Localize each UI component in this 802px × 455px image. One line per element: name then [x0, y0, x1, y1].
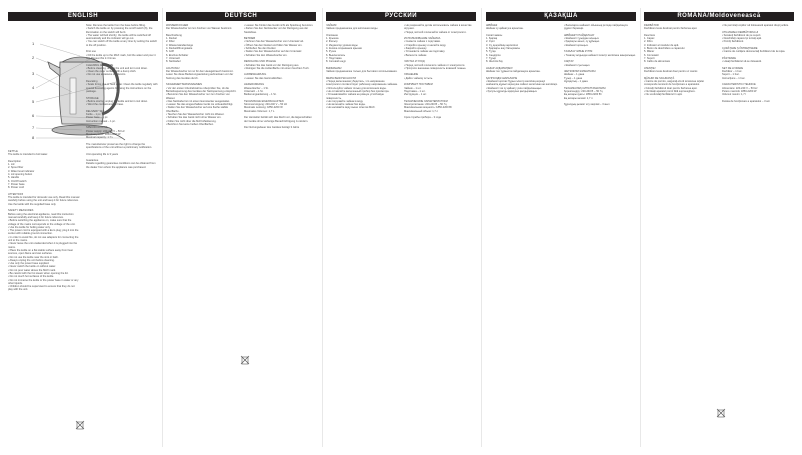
english-text-2: Note: Remove the kettle from the base before filling. • Switch the kettle on by pressing the on/off switch (6), the illumination on the switch will be lit. • The water will boil shortly; the kettle will be switched off automatically and the indicator will go out. • You can switch off the kettle at any time by setting the switch to the off position. First use • Fill the kettle up to the MAX mark, boil the water and pour it out. Repeat this 2-3 times. CLEANING AND CARE • Before cleaning, unplug the unit and let it cool down. • Clean the outer surface with a damp cloth. • Do not use abrasives or solvents. Descaling • Scale forms due to hard water. Clean the kettle regularly with special descaling agents following the instructions on the package. STORAGE • Before storing, unplug the kettle and let it cool down. • Wind the cord around the base. DELIVERY SET Kettle – 1 pc. Power base – 1 pc. Instruction manual – 1 pc. SPECIFICATIONS Power supply: 220-240 V ~ 50 Hz Maximal power: 1850-2200 W Maximal capacity: 1.7 L The manufacturer preserves the right to change the specifications of the unit without a preliminary notification. Unit operating life is 3 years Guarantee Details regarding guarantee conditions can be obtained from the dealer from whom the appliance was purchased.	[86, 24, 158, 169]
deutsch-column-1	[166, 24, 238, 442]
kazakh-column-2	[564, 24, 636, 442]
disposal-bin-icon	[716, 408, 726, 418]
fold-line	[162, 8, 163, 447]
romanian-text-2: • Nu permiteţi copiilor să folosească aparatul drept jucărie. UTILIZAREA FIERBĂTORULUI • Scoateţi fierbătorul de pe suport. • Deschideţi capacul şi turnaţi apă. • Porniţi fierbătorul. CURĂŢARE ŞI ÎNTREŢINERE • Înainte de curăţare deconectaţi fierbătorul de la reţea. PĂSTRARE • Lăsaţi fierbătorul să se răcească. SET DE LIVRARE Fierbător – 1 buc. Suport – 1 buc. Instrucţiune – 1 buc. CARACTERISTICI TEHNICE Alimentare: 220-240 V ~ 50 Hz Putere maximă: 1850-2200 W Volumul maxim: 1,7 l Durata de funcţionare a aparatului – 3 ani	[722, 24, 789, 103]
diagram-label: 2	[32, 55, 35, 60]
fold-line	[481, 8, 482, 447]
english-column-2	[86, 24, 158, 442]
diagram-label: 3	[32, 71, 35, 76]
disposal-bin-icon	[240, 355, 250, 365]
deutsch-column-2	[244, 24, 316, 442]
diagram-label: 7	[32, 125, 35, 130]
section-header-romanian: ROMÂNĂ/Moldovenească	[644, 12, 794, 21]
diagram-label: 6	[32, 113, 35, 118]
russian-text-1: ЧАЙНИК Чайник предназначен для кипячения воды. Описание 1. Крышка 2. Фильтр 3. Индикатор уровня воды 4. Кнопка открывания крышки 5. Ручка 6. Выключатель 7. Подставка 8. Сетевой шнур ВНИМАНИЕ! Чайник предназначен только для бытового использования. МЕРЫ БЕЗОПАСНОСТИ • Перед включением убедитесь, что напряжение электросети соответствует рабочему напряжению чайника. • Используйте чайник только для кипячения воды. • Не оставляйте включенный прибор без присмотра. • Устанавливайте чайник на ровную устойчивую поверхность. • Не погружайте чайник в воду. • Не включайте чайник без воды. • Не наливайте воду выше отметки MAX.	[326, 24, 398, 110]
section-header-deutsch: DEUTSCH	[166, 12, 316, 21]
russian-column-2	[404, 24, 476, 442]
romanian-column-2	[722, 24, 794, 442]
kazakh-column-1	[486, 24, 558, 442]
deutsch-text-1: WASSERKOCHER Der Wasserkocher ist zum Kochen von Wasser bestimmt. Beschreibung 1. Deckel 2. Filter 3. Wasserstandanzeige 4. Deckelöffnungstaste 5. Griff 6. Ein/Aus-Schalter 7. Untersatz 8. Netzkabel ACHTUNG! Der Wasserkocher ist nur für den Hausgebrauch bestimmt. Lesen Sie diese Bedienungsanleitung aufmerksam vor der Nutzung des Gerätes durch. SICHERHEITSMASSNAHMEN • Vor der ersten Inbetriebnahme überprüfen Sie, ob die Betriebsspannung des Gerätes der Netzspannung entspricht. • Benutzen Sie den Wasserkocher nur zum Kochen von Wasser. • Das Netzkabel ist mit einem Eurostecker ausgestattet. • Lassen Sie das eingeschaltete Gerät nie unbeaufsichtigt. • Stellen Sie den Wasserkocher auf eine flache stabile Oberfläche. • Tauchen Sie den Wasserkocher nicht ins Wasser. • Schalten Sie das Gerät nicht ohne Wasser ein. • Füllen Sie nicht über die MAX-Markierung. • Berühren Sie keine heißen Oberflächen.	[166, 24, 237, 126]
kazakh-text-2: • Балаларға шәйнекті ойыншық ретінде пайдалануға рұқсат бермеңіз. ШӘЙНЕКТІ ПАЙДАЛАНУ • Шәйнекті тұғырдан алыңыз. • Қақпақты ашып, су құйыңыз. • Шәйнекті қосыңыз. ТАЗАЛАУ ЖӘНЕ КҮТІМ • Тазалау алдында шәйнекті электр желісінен ажыратыңыз. САҚТАУ • Шәйнекті суытыңыз. ЖЕТКІЗІЛІМ ЖИЫНТЫҒЫ Шәйнек – 1 дана Тұғыр – 1 дана Нұсқаулық – 1 дана ТЕХНИКАЛЫҚ СИПАТТАМАЛАРЫ Қоректендіру: 220-240 В ~ 50 Гц Ең жоғары қуаты: 1850-2200 Вт Ең жоғары көлемі: 1,7 л Құралдың қызмет ету мерзімі – 3 жыл	[564, 24, 636, 107]
russian-column-1	[326, 24, 398, 442]
diagram-label: 5	[32, 99, 35, 104]
deutsch-text-2: • Lassen Sie Kinder das Gerät nicht als Spielzeug benutzen. • Ziehen Sie den Netzstecker vor der Reinigung aus der Steckdose. BETRIEB • Nehmen Sie den Wasserkocher vom Untersatz ab. • Öffnen Sie den Deckel und füllen Sie Wasser ein. • Schließen Sie den Deckel. • Stellen Sie den Wasserkocher auf den Untersatz. • Schalten Sie den Wasserkocher ein. REINIGUNG UND PFLEGE • Schalten Sie das Gerät vor der Reinigung aus. • Reinigen Sie die Außenfläche mit einem feuchten Tuch. AUFBEWAHRUNG • Lassen Sie das Gerät abkühlen. LIEFERUMFANG Wasserkocher – 1 St. Untersatz – 1 St. Bedienungsanleitung – 1 St. TECHNISCHE EIGENSCHAFTEN Stromversorgung: 220-240 V ~ 50 Hz Maximale Leistung: 1850-2200 W Maximales Volumen: 1,7 L Der Hersteller behält sich das Recht vor, die Eigenschaften der Geräte ohne vorherige Benachrichtigung zu ändern. Die Nutzungsdauer des Gerätes beträgt 3 Jahre	[244, 24, 314, 130]
kazakh-text-1: ШӘЙНЕК Шәйнек су қайнатуға арналған. Сипаттамасы 1. Қақпақ 2. Сүзгі 3. Су деңгейінің көрсеткіші 4. Қақпақты ашу батырмасы 5. Тұтқа 6. Сөндіргіш 7. Тұғыр 8. Желілік бау НАЗАР АУДАРЫҢЫЗ! Шәйнек тек тұрмыста пайдалануға арналған. ҚАУІПСІЗДІК ШАРАЛАРЫ • Шәйнекті қоспас бұрын электр желісінің кернеуі шәйнектің жұмыс кернеуіне сәйкес келетініне көз жеткізіңіз. • Шәйнекті тек су қайнату үшін пайдаланыңыз. • Қосулы құралды қараусыз қалдырмаңыз.	[486, 24, 558, 93]
disposal-bin-icon	[75, 420, 85, 430]
romanian-column-1	[644, 24, 716, 442]
section-header-kazakh: ҚАЗАҚША	[486, 12, 636, 21]
section-header-english: ENGLISH	[8, 12, 158, 21]
diagram-label: 1	[32, 41, 35, 46]
russian-text-2: • Не разрешайте детям использовать чайник в качестве игрушки. • Перед чисткой отключайте чайник от электросети. ИСПОЛЬЗОВАНИЕ ЧАЙНИКА • Снимите чайник с подставки. • Откройте крышку и налейте воду. • Закройте крышку. • Установите чайник на подставку. • Включите чайник. ЧИСТКА И УХОД • Перед чисткой отключите чайник от электросети. • Протрите внешнюю поверхность влажной тканью. ХРАНЕНИЕ • Дайте чайнику остыть. КОМПЛЕКТ ПОСТАВКИ Чайник – 1 шт. Подставка – 1 шт. Инструкция – 1 шт. ТЕХНИЧЕСКИЕ ХАРАКТЕРИСТИКИ Электропитание: 220-240 В ~ 50 Гц Максимальная мощность: 1850-2200 Вт Максимальный объем: 1,7 л Срок службы прибора – 3 года	[404, 24, 472, 120]
fold-line	[322, 8, 323, 447]
romanian-text-1: FIERBĂTOR Fierbătorul este destinat pentru fierberea apei. Descriere 1. Capac 2. Filtru 3. Indicator al nivelului de apă 4. Buton de deschidere a capacului 5. Mâner 6. Comutator 7. Suport 8. Cablu de alimentare ATENŢIE! Fierbătorul este destinat doar pentru uz casnic. MĂSURI DE SIGURANŢĂ • Înainte de pornire, asiguraţi-vă că tensiunea reţelei corespunde tensiunii de funcţionare a aparatului. • Folosiţi fierbătorul doar pentru fierberea apei. • Nu lăsaţi aparatul pornit fără supraveghere. • Nu scufundaţi fierbătorul în apă.	[644, 24, 704, 97]
english-column-1	[8, 150, 80, 440]
section-header-russian: РУССКИЙ	[326, 12, 476, 21]
diagram-label: 8	[32, 135, 35, 140]
fold-line	[640, 8, 641, 447]
english-text-1: KETTLE The kettle is intended to boil water. Description 1. Lid 2. Spout filter 3. Water level indicator 4. Lid opening button 5. Handle 6. On/Off switch 7. Power base 8. Power cord ATTENTION! The kettle is intended for domestic use only. Read this manual carefully before using the unit and keep it for future reference. Use the kettle with the supplied base only. SAFETY MEASURES Before using the electrical appliance, read this instruction manual carefully and keep it for future reference. • Before switching the appliance on, make sure that the voltage of the mains corresponds to the voltage of the unit. • Use the kettle for boiling water only. • The power cord is equipped with a Euro plug; plug it into the socket with reliable ground connection. • In order to avoid fire, do not use adapters for connecting the unit to the mains. • Never leave the unit unattended when it is plugged into the mains. • Place the kettle on a flat stable surface away from heat sources, open flame and wet surfaces. • Do not use the kettle near the sink or bath. • Always unplug the unit before cleaning. • Use only the power base supplied. • Never switch the kettle on without water. • Do not pour water above the MAX mark. • Be careful with the hot steam when opening the lid. • Do not touch hot surfaces of the kettle. • Do not immerse the kettle or the power base in water or any other liquids. • Children should be supervised to ensure that they do not play with the unit.	[8, 150, 80, 292]
diagram-label: 4	[32, 85, 35, 90]
